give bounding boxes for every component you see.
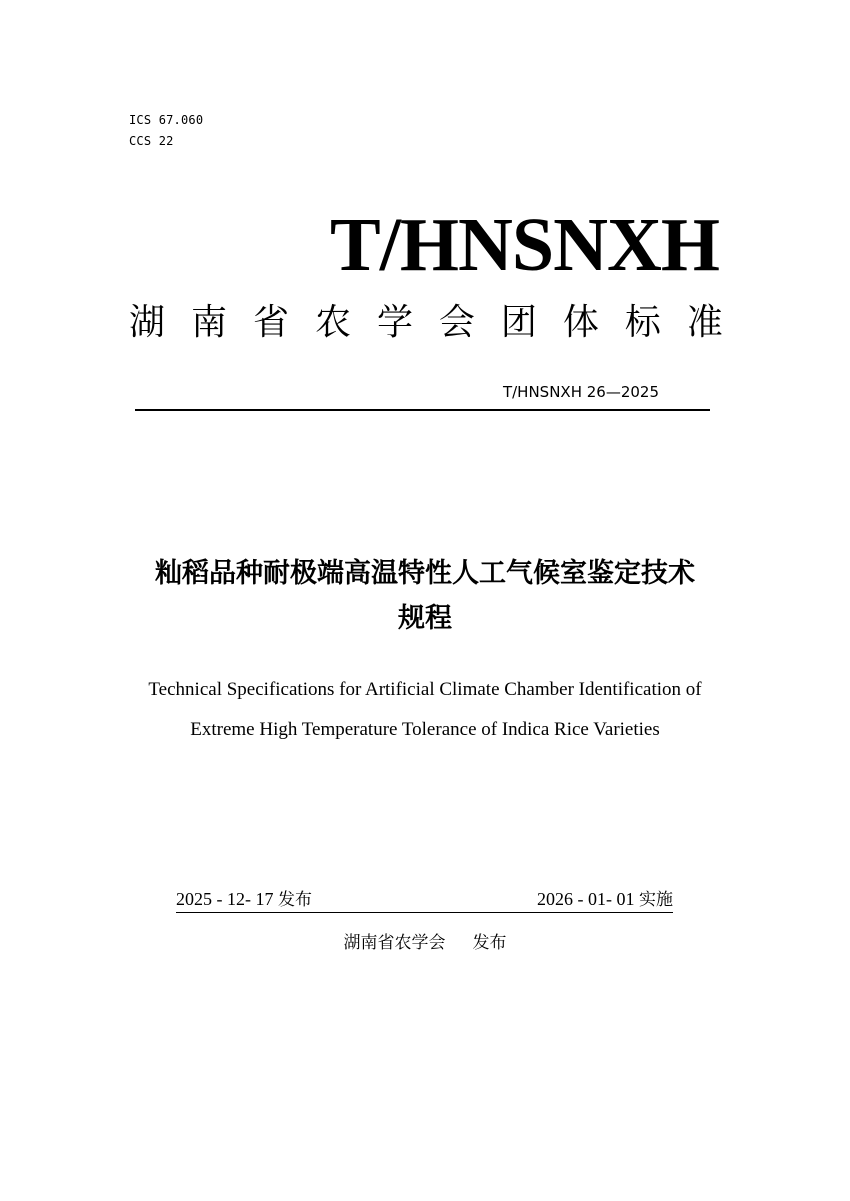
heading-char: 标 bbox=[624, 302, 661, 343]
standard-number: T/HNSNXH 26—2025 bbox=[502, 383, 659, 401]
heading-char: 农 bbox=[314, 302, 351, 343]
heading-char: 会 bbox=[438, 302, 475, 343]
heading-char: 团 bbox=[500, 302, 537, 343]
heading-char: 准 bbox=[686, 302, 723, 343]
heading-char: 省 bbox=[252, 302, 289, 343]
chinese-title-line-2: 规程 bbox=[398, 603, 452, 634]
english-title bbox=[60, 670, 790, 750]
classification-codes bbox=[129, 110, 203, 152]
english-title-line-1: Technical Specifications for Artificial Climate Chamber Identification of bbox=[148, 679, 702, 700]
publisher-action: 发布 bbox=[472, 933, 507, 953]
organization-standard-heading bbox=[129, 298, 723, 348]
implementation-label: 实施 bbox=[639, 890, 673, 910]
header-divider bbox=[135, 409, 710, 411]
standard-series-code: T/HNSNXH bbox=[330, 203, 719, 287]
issue-label: 发布 bbox=[278, 890, 312, 910]
implementation-date-group bbox=[537, 886, 673, 913]
heading-char: 南 bbox=[190, 302, 227, 343]
chinese-title bbox=[100, 551, 750, 641]
heading-char: 学 bbox=[376, 302, 413, 343]
issue-date: 2025 - 12- 17 bbox=[176, 889, 274, 909]
issue-date-group bbox=[176, 886, 312, 913]
date-line bbox=[176, 886, 673, 913]
ics-code: ICS 67.060 bbox=[129, 113, 204, 127]
chinese-title-line-1: 籼稻品种耐极端高温特性人工气候室鉴定技术 bbox=[155, 558, 695, 589]
ccs-code: CCS 22 bbox=[129, 134, 174, 148]
publisher-line bbox=[0, 930, 850, 956]
heading-char: 体 bbox=[562, 302, 599, 343]
heading-char: 湖 bbox=[129, 302, 166, 343]
english-title-line-2: Extreme High Temperature Tolerance of Indica Rice Varieties bbox=[190, 719, 660, 740]
publisher-name: 湖南省农学会 bbox=[343, 933, 446, 953]
implementation-date: 2026 - 01- 01 bbox=[537, 889, 635, 909]
